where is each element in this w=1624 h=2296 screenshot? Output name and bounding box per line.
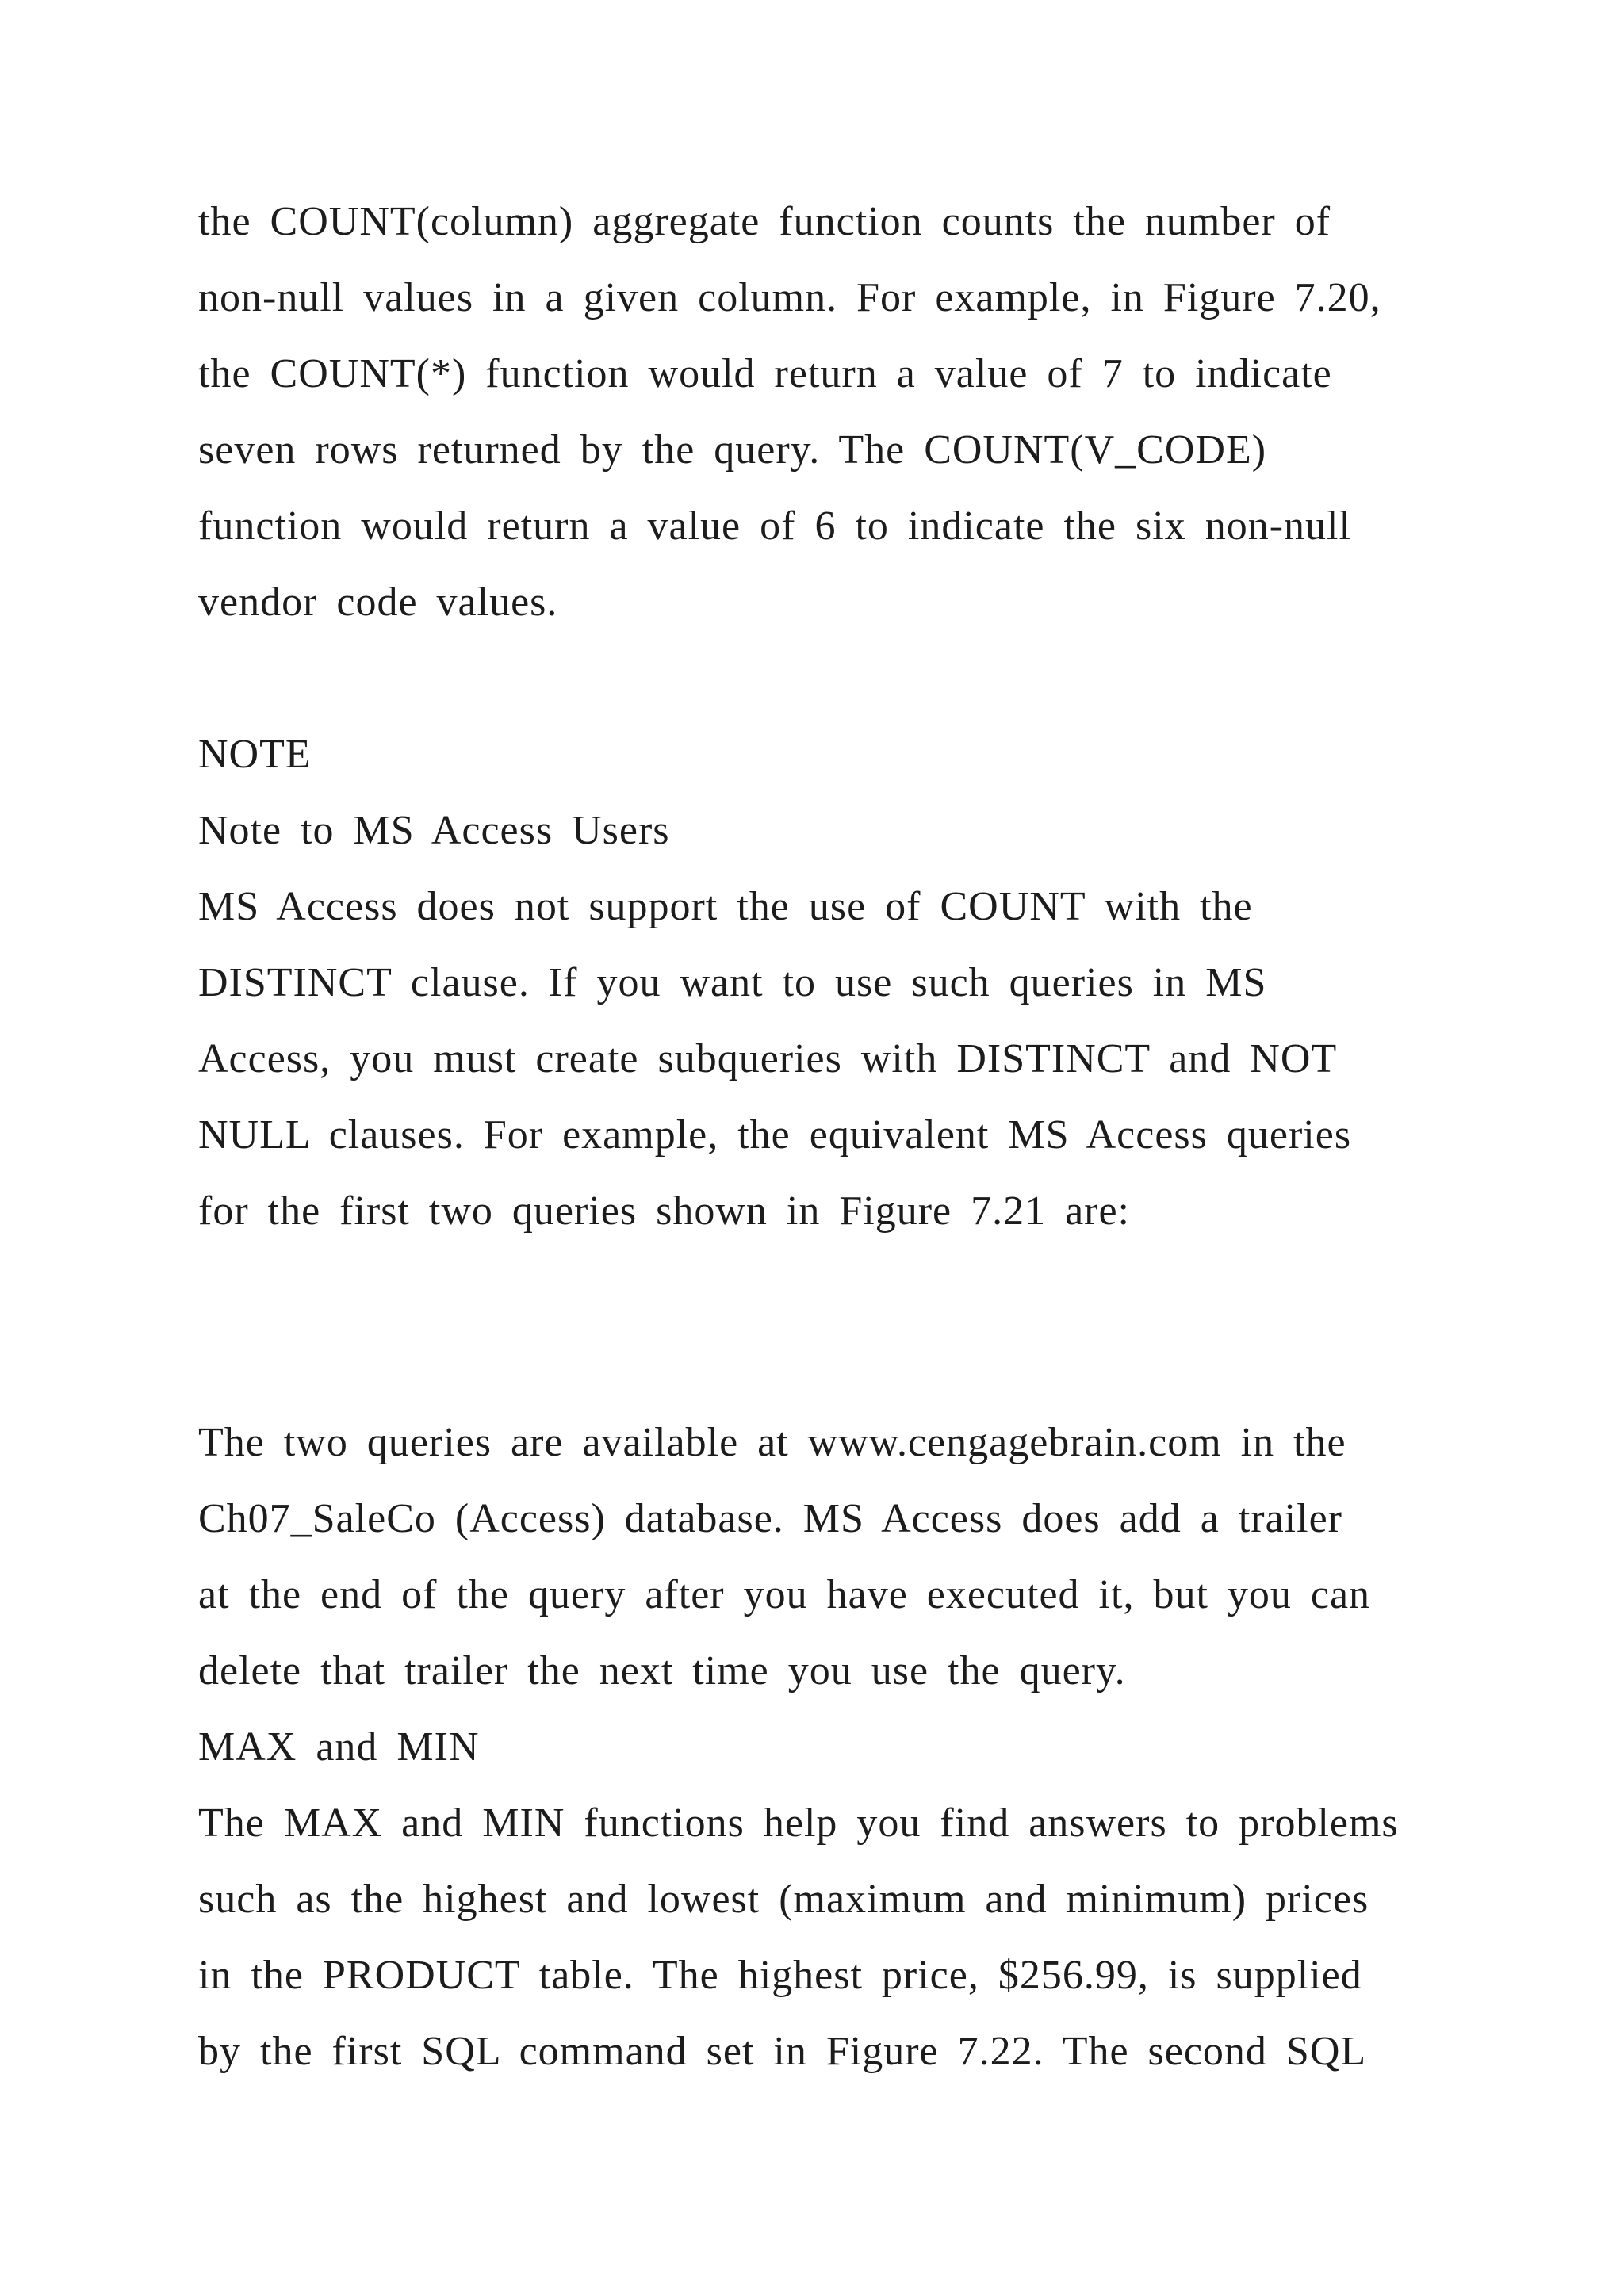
note-line: DISTINCT clause. If you want to use such queries in MS <box>198 960 1267 1005</box>
paragraph-line: function would return a value of 6 to indicate the six non-null <box>198 503 1351 549</box>
note-line: MS Access does not support the use of COUNT with the <box>198 884 1253 929</box>
note-line: for the first two queries shown in Figure 7.21 are: <box>198 1188 1131 1234</box>
paragraph-line: in the PRODUCT table. The highest price, $256.99, is supplied <box>198 1953 1362 1998</box>
paragraph-line: by the first SQL command set in Figure 7.22. The second SQL <box>198 2029 1367 2074</box>
paragraph-line: at the end of the query after you have executed it, but you can <box>198 1572 1371 1617</box>
paragraph-line: seven rows returned by the query. The COUNT(V_CODE) <box>198 427 1267 473</box>
paragraph-line: vendor code values. <box>198 580 558 625</box>
paragraph-line: the COUNT(column) aggregate function counts the number of <box>198 199 1331 244</box>
paragraph-line: The MAX and MIN functions help you find answers to problems <box>198 1800 1399 1846</box>
note-title: Note to MS Access Users <box>198 808 670 853</box>
note-line: NULL clauses. For example, the equivalent MS Access queries <box>198 1112 1352 1158</box>
note-line: Access, you must create subqueries with DISTINCT and NOT <box>198 1036 1338 1081</box>
paragraph-line: Ch07_SaleCo (Access) database. MS Access does add a trailer <box>198 1496 1342 1541</box>
paragraph-line: delete that trailer the next time you use the query. <box>198 1648 1126 1693</box>
paragraph-line: such as the highest and lowest (maximum and minimum) prices <box>198 1877 1369 1922</box>
note-label: NOTE <box>198 732 312 777</box>
paragraph-line: The two queries are available at www.cengagebrain.com in the <box>198 1420 1346 1465</box>
paragraph-line: non-null values in a given column. For example, in Figure 7.20, <box>198 275 1381 320</box>
paragraph-line: the COUNT(*) function would return a value of 7 to indicate <box>198 351 1332 396</box>
section-heading: MAX and MIN <box>198 1724 480 1770</box>
